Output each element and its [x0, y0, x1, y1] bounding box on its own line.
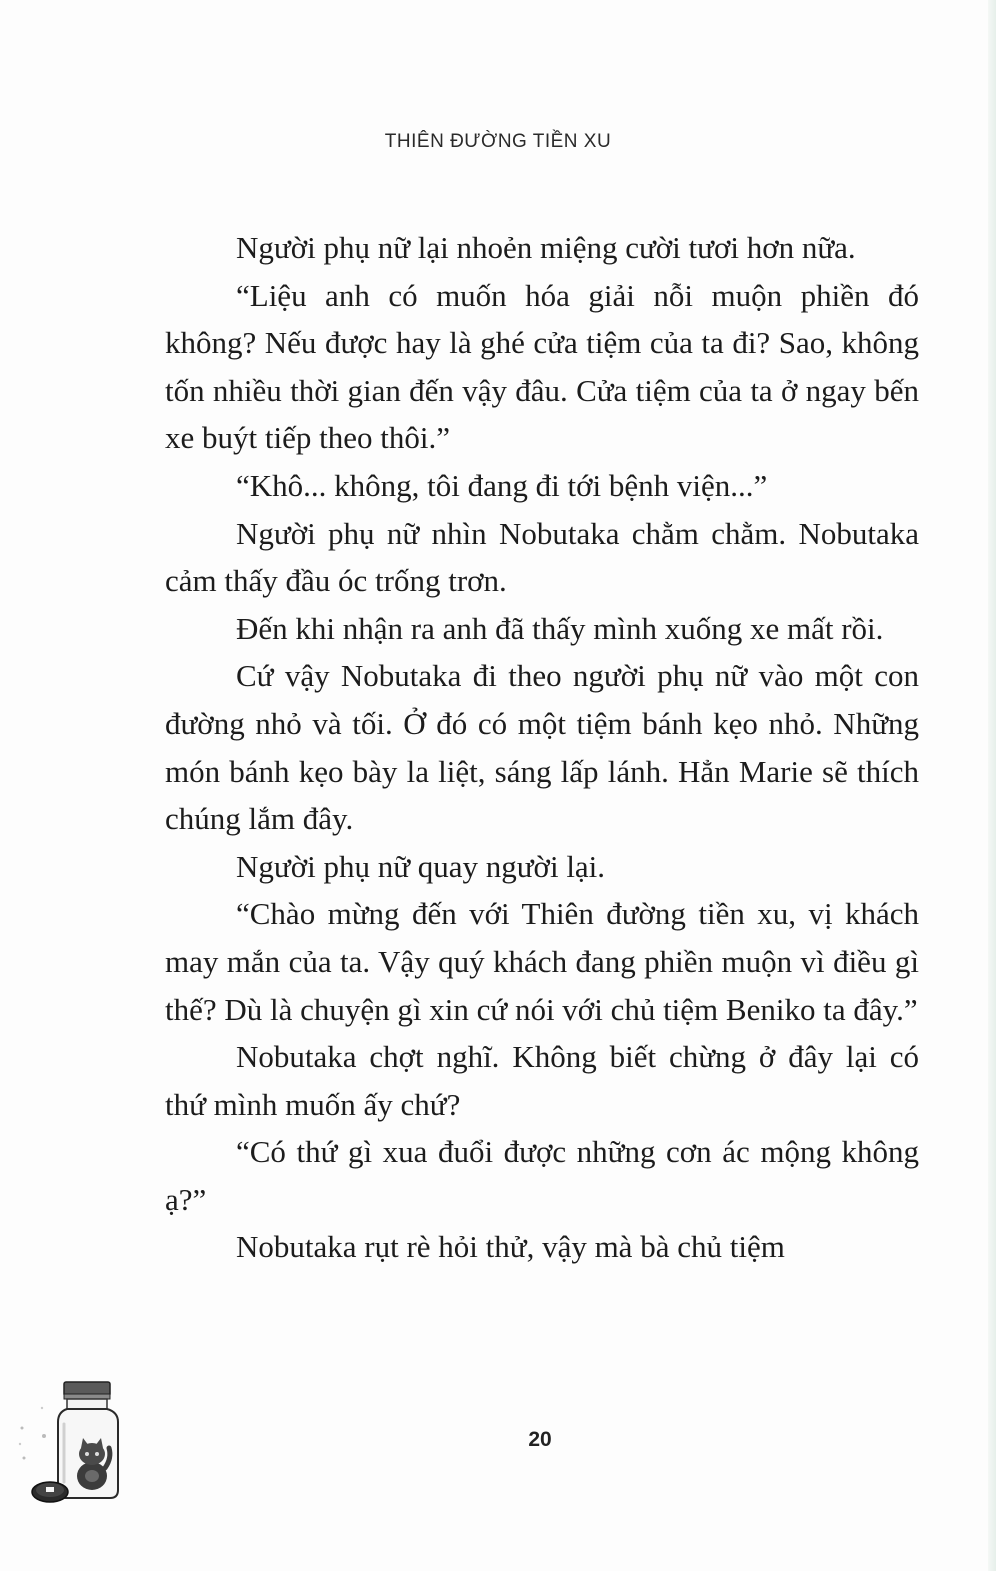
page-edge [988, 0, 996, 1571]
paragraph: Người phụ nữ nhìn Nobutaka chằm chằm. Nobutaka cảm thấy đầu óc trống trơn. [165, 515, 919, 599]
paragraph: “Liệu anh có muốn hóa giải nỗi muộn phiền đó không? Nếu được hay là ghé cửa tiệm của ta đi? Sao, không tốn nhiều thời gian đến vậy đâu. Cửa tiệm của ta ở ngay bến xe buýt tiếp theo thôi.” [165, 277, 919, 456]
paragraph: Nobutaka rụt rè hỏi thử, vậy mà bà chủ tiệm [236, 1229, 785, 1265]
paragraph: Người phụ nữ quay người lại. [236, 848, 606, 884]
body-text [165, 224, 919, 1271]
paragraph: “Có thứ gì xua đuổi được những cơn ác mộng không ạ?” [165, 1134, 919, 1217]
page-number: 20 [528, 1428, 552, 1451]
paragraph: Đến khi nhận ra anh đã thấy mình xuống xe mất rồi. [236, 610, 884, 646]
paragraph: Người phụ nữ lại nhoẻn miệng cười tươi hơn nữa. [236, 230, 856, 265]
paragraph: Cứ vậy Nobutaka đi theo người phụ nữ vào một con đường nhỏ và tối. Ở đó có một tiệm bánh kẹo nhỏ. Những món bánh kẹo bày la liệt, sáng lấp lánh. Hẳn Marie sẽ thích chúng lắm đây. [165, 658, 919, 837]
paragraph: “Chào mừng đến với Thiên đường tiền xu, vị khách may mắn của ta. Vậy quý khách đang phiền muộn vì điều gì thế? Dù là chuyện gì xin cứ nói với chủ tiệm Beniko ta đây.” [165, 896, 919, 1027]
paragraph: Nobutaka chợt nghĩ. Không biết chừng ở đây lại có thứ mình muốn ấy chứ? [165, 1039, 919, 1122]
paragraph: “Khô... không, tôi đang đi tới bệnh viện...” [236, 467, 768, 503]
running-title: THIÊN ĐƯỜNG TIỀN XU [384, 131, 612, 152]
